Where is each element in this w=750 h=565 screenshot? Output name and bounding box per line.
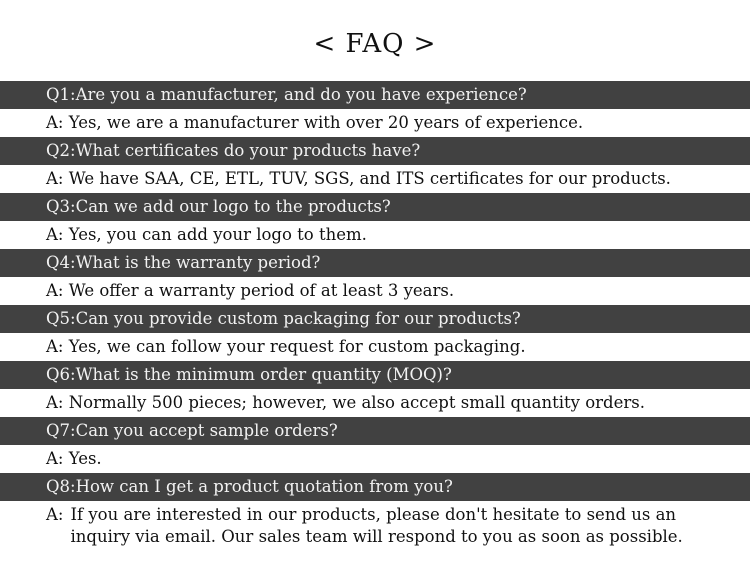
faq-question-8: Q8:How can I get a product quotation from you?	[0, 473, 750, 501]
faq-answer-2	[0, 165, 750, 193]
answer-text: Yes, we are a manufacturer with over 20 years of experience.	[68, 113, 584, 132]
faq-answer-7	[0, 445, 750, 473]
faq-question-7: Q7:Can you accept sample orders?	[0, 417, 750, 445]
faq-list	[0, 81, 750, 548]
faq-answer-6	[0, 389, 750, 417]
answer-prefix: A:	[46, 505, 64, 524]
answer-prefix: A:	[46, 169, 64, 188]
faq-answer-4	[0, 277, 750, 305]
page-title: < FAQ >	[313, 29, 437, 59]
faq-question-6: Q6:What is the minimum order quantity (MOQ)?	[0, 361, 750, 389]
faq-answer-5	[0, 333, 750, 361]
faq-answer-1	[0, 109, 750, 137]
answer-prefix: A:	[46, 281, 64, 300]
answer-prefix: A:	[46, 113, 64, 132]
faq-question-5: Q5:Can you provide custom packaging for our products?	[0, 305, 750, 333]
answer-prefix: A:	[46, 449, 64, 468]
answer-text: If you are interested in our products, please don't hesitate to send us an inquiry via email. Our sales team will respond to you as soon as possible.	[70, 505, 683, 546]
answer-text: We offer a warranty period of at least 3 years.	[68, 281, 455, 300]
answer-text: Normally 500 pieces; however, we also accept small quantity orders.	[68, 393, 645, 412]
faq-answer-8	[0, 501, 750, 548]
answer-text: We have SAA, CE, ETL, TUV, SGS, and ITS certificates for our products.	[68, 169, 671, 188]
faq-question-4: Q4:What is the warranty period?	[0, 249, 750, 277]
answer-text: Yes, we can follow your request for custom packaging.	[68, 337, 526, 356]
answer-text: Yes.	[68, 449, 102, 468]
answer-prefix: A:	[46, 225, 64, 244]
faq-question-1: Q1:Are you a manufacturer, and do you have experience?	[0, 81, 750, 109]
faq-answer-3	[0, 221, 750, 249]
answer-text: Yes, you can add your logo to them.	[68, 225, 367, 244]
answer-prefix: A:	[46, 393, 64, 412]
answer-prefix: A:	[46, 337, 64, 356]
faq-question-3: Q3:Can we add our logo to the products?	[0, 193, 750, 221]
faq-question-2: Q2:What certificates do your products have?	[0, 137, 750, 165]
